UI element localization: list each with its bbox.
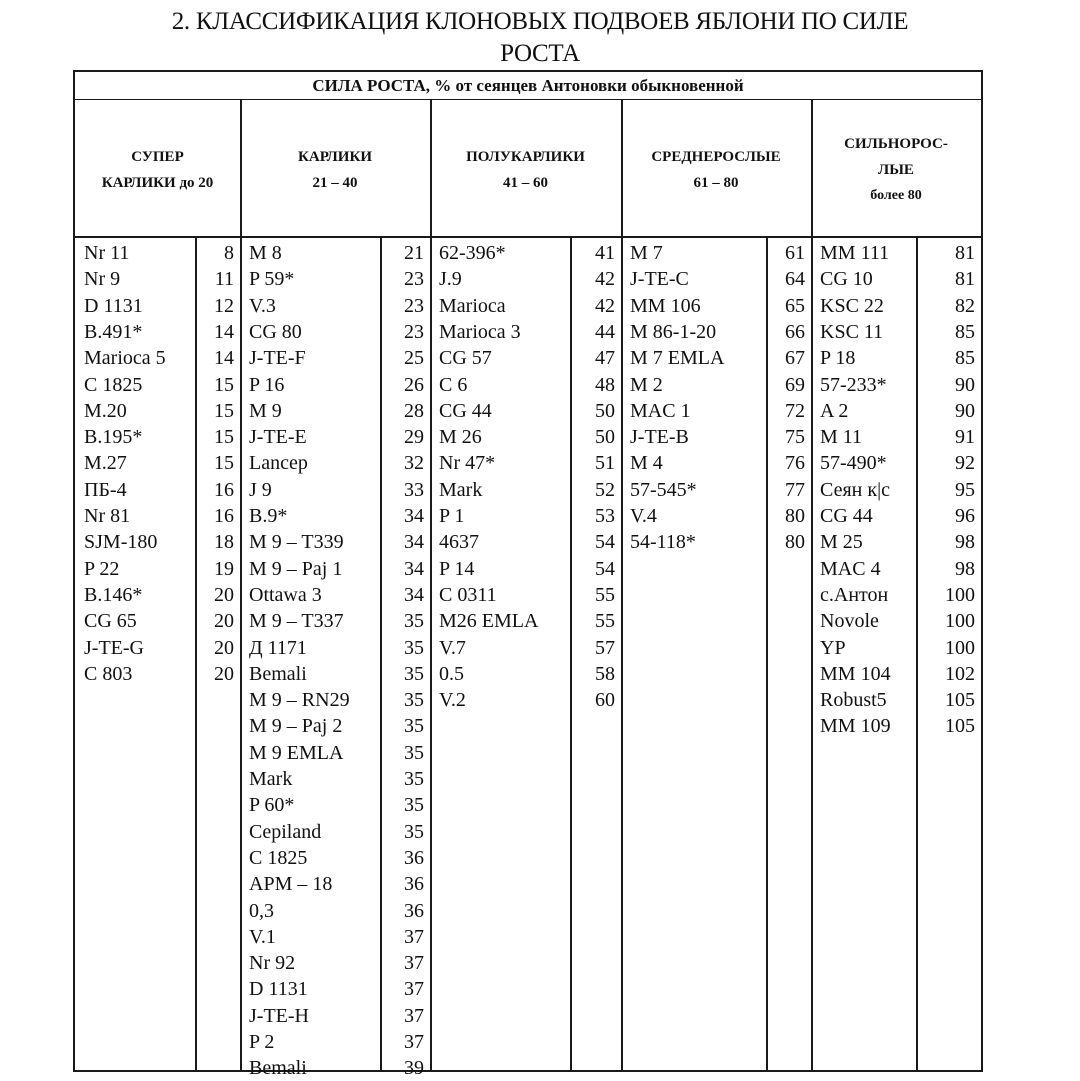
rootstock-name: Cepiland [249, 820, 322, 843]
growth-vigor-value: 42 [595, 268, 615, 291]
rootstock-name: M 7 EMLA [630, 347, 725, 370]
growth-vigor-value: 16 [214, 505, 234, 527]
growth-vigor-value: 85 [955, 320, 975, 343]
group-divider [240, 100, 242, 1072]
rootstock-name: Bemali [249, 1057, 307, 1080]
rootstock-name: M 7 [630, 242, 663, 264]
growth-vigor-value: 35 [404, 662, 424, 685]
growth-vigor-value: 35 [404, 610, 424, 633]
rootstock-name: M 25 [820, 531, 863, 554]
rootstock-name: B.9* [249, 505, 288, 527]
rootstock-name: V.3 [249, 294, 276, 317]
growth-vigor-value: 15 [214, 373, 234, 396]
rootstock-name: Nr 81 [84, 505, 131, 527]
category-header [430, 102, 621, 238]
growth-vigor-value: 81 [955, 242, 975, 264]
rootstock-name: J-TE-B [630, 426, 689, 449]
growth-vigor-value: 75 [785, 426, 805, 449]
growth-vigor-value: 20 [214, 636, 234, 659]
rootstock-name: 0,3 [249, 899, 274, 922]
rootstock-name: Ottawa 3 [249, 583, 322, 606]
growth-vigor-value: 15 [214, 452, 234, 475]
rootstock-name: B.491* [84, 320, 143, 343]
category-header [75, 102, 240, 238]
category-header [240, 102, 430, 238]
rootstock-name: P 18 [820, 347, 856, 370]
growth-vigor-value: 42 [595, 294, 615, 317]
growth-vigor-value: 98 [955, 557, 975, 580]
category-header-line2: КАРЛИКИ до 20 [101, 175, 214, 191]
rootstock-name: 62-396* [439, 242, 506, 264]
growth-vigor-value: 8 [224, 242, 234, 264]
growth-vigor-value: 33 [404, 478, 424, 501]
growth-vigor-value: 34 [404, 583, 424, 606]
growth-vigor-value: 80 [785, 505, 805, 527]
rootstock-name: V.4 [630, 505, 657, 527]
rootstock-name: MM 106 [630, 294, 701, 317]
rootstock-name: CG 65 [84, 610, 137, 633]
value-divider [570, 236, 572, 1072]
rootstock-name: J.9 [439, 268, 462, 291]
category-header-line1: КАРЛИКИ [297, 149, 372, 165]
rootstock-name: MAC 4 [820, 557, 881, 580]
growth-vigor-value: 61 [785, 242, 805, 264]
rootstock-name: D 1131 [249, 978, 308, 1001]
growth-vigor-value: 67 [785, 347, 805, 370]
rootstock-name: A 2 [820, 399, 849, 422]
rootstock-name: M 9 – Paj 1 [249, 557, 343, 580]
growth-vigor-value: 76 [785, 452, 805, 475]
growth-vigor-value: 54 [595, 531, 615, 554]
rootstock-name: J-TE-H [249, 1004, 309, 1027]
growth-vigor-value: 52 [595, 478, 615, 501]
rootstock-name: V.2 [439, 689, 466, 712]
rootstock-name: D 1131 [84, 294, 143, 317]
rootstock-name: MM 109 [820, 715, 891, 738]
rootstock-name: J-TE-G [84, 636, 144, 659]
rootstock-name: C 0311 [439, 583, 497, 606]
rootstock-name: 4637 [439, 531, 479, 554]
title-line-1: 2. КЛАССИФИКАЦИЯ КЛОНОВЫХ ПОДВОЕВ ЯБЛОНИ ПО СИЛЕ [171, 8, 909, 35]
rootstock-name: M 9 EMLA [249, 741, 344, 764]
rootstock-name: Marioca 5 [84, 347, 166, 370]
rootstock-name: M26 EMLA [439, 610, 539, 633]
growth-vigor-value: 54 [595, 557, 615, 580]
group-divider [430, 100, 432, 1072]
rootstock-name: P 22 [84, 557, 120, 580]
rootstock-name: APM – 18 [249, 873, 333, 896]
growth-vigor-value: 57 [595, 636, 615, 659]
category-header-line2: 61 – 80 [693, 175, 739, 191]
page-title [0, 6, 1080, 70]
growth-vigor-value: 58 [595, 662, 615, 685]
growth-vigor-value: 91 [955, 426, 975, 449]
growth-vigor-value: 81 [955, 268, 975, 291]
growth-vigor-value: 35 [404, 689, 424, 712]
growth-vigor-value: 41 [595, 242, 615, 264]
rootstock-name: KSC 22 [820, 294, 884, 317]
rootstock-name: Marioca [439, 294, 506, 317]
group-divider [621, 100, 623, 1072]
rootstock-name: J-TE-C [630, 268, 689, 291]
growth-vigor-value: 64 [785, 268, 805, 291]
growth-vigor-value: 50 [595, 399, 615, 422]
rootstock-name: CG 44 [439, 399, 492, 422]
rootstock-name: J-TE-F [249, 347, 306, 370]
category-header-line1: СУПЕР [131, 149, 184, 165]
growth-vigor-value: 19 [214, 557, 234, 580]
rootstock-name: Marioca 3 [439, 320, 521, 343]
classification-table [73, 70, 983, 1080]
rootstock-name: YP [820, 636, 846, 659]
rootstock-name: CG 57 [439, 347, 492, 370]
rootstock-name: MM 111 [820, 242, 890, 264]
growth-vigor-value: 14 [214, 347, 234, 370]
rootstock-name: M 86-1-20 [630, 320, 717, 343]
growth-vigor-value: 20 [214, 610, 234, 633]
rootstock-name: Сеян к|с [820, 478, 890, 501]
rootstock-name: Mark [439, 478, 483, 501]
growth-vigor-value: 90 [955, 399, 975, 422]
growth-vigor-value: 36 [404, 846, 424, 869]
growth-vigor-value: 36 [404, 899, 424, 922]
rootstock-name: Nr 11 [84, 242, 130, 264]
category-header-line1: ПОЛУКАРЛИКИ [466, 149, 585, 165]
rootstock-name: M.27 [84, 452, 127, 475]
rootstock-name: M 26 [439, 426, 482, 449]
growth-vigor-value: 72 [785, 399, 805, 422]
rootstock-name: P 14 [439, 557, 475, 580]
rootstock-name: Nr 92 [249, 952, 296, 975]
rootstock-name: J-TE-E [249, 426, 307, 449]
growth-vigor-value: 96 [955, 505, 975, 527]
growth-vigor-value: 29 [404, 426, 424, 449]
growth-vigor-value: 35 [404, 741, 424, 764]
rootstock-name: 0.5 [439, 662, 464, 685]
rootstock-name: P 16 [249, 373, 285, 396]
growth-vigor-value: 34 [404, 531, 424, 554]
growth-vigor-value: 16 [214, 478, 234, 501]
growth-vigor-value: 98 [955, 531, 975, 554]
growth-vigor-value: 55 [595, 583, 615, 606]
rootstock-name: V.1 [249, 925, 276, 948]
rootstock-name: P 59* [249, 268, 295, 291]
growth-vigor-value: 21 [404, 242, 424, 264]
rootstock-name: P 60* [249, 794, 295, 817]
value-divider [195, 236, 197, 1072]
growth-vigor-value: 65 [785, 294, 805, 317]
growth-vigor-value: 37 [404, 952, 424, 975]
rootstock-name: ПБ-4 [84, 478, 127, 501]
rootstock-name: C 6 [439, 373, 468, 396]
growth-vigor-value: 37 [404, 978, 424, 1001]
growth-vigor-value: 26 [404, 373, 424, 396]
growth-vigor-value: 23 [404, 294, 424, 317]
category-header-line2: 41 – 60 [503, 175, 548, 191]
rootstock-name: C 803 [84, 662, 133, 685]
rootstock-name: Bemali [249, 662, 307, 685]
growth-vigor-value: 34 [404, 505, 424, 527]
growth-vigor-value: 95 [955, 478, 975, 501]
growth-vigor-value: 55 [595, 610, 615, 633]
growth-vigor-value: 35 [404, 820, 424, 843]
growth-vigor-value: 60 [595, 689, 615, 712]
rootstock-name: 54-118* [630, 531, 696, 554]
growth-vigor-value: 18 [214, 531, 234, 554]
growth-vigor-value: 37 [404, 925, 424, 948]
rootstock-name: 57-545* [630, 478, 697, 501]
growth-vigor-value: 105 [945, 715, 975, 738]
growth-vigor-value: 100 [945, 583, 975, 606]
rootstock-name: SJM-180 [84, 531, 158, 554]
rootstock-name: M 8 [249, 242, 282, 264]
growth-vigor-value: 36 [404, 873, 424, 896]
growth-vigor-value: 92 [955, 452, 975, 475]
value-divider [916, 236, 918, 1072]
category-header-line2: ЛЫЕ [878, 162, 914, 178]
rootstock-name: 57-233* [820, 373, 887, 396]
rootstock-name: V.7 [439, 636, 466, 659]
growth-vigor-value: 66 [785, 320, 805, 343]
growth-vigor-value: 35 [404, 794, 424, 817]
growth-vigor-value: 48 [595, 373, 615, 396]
rootstock-name: M 9 – RN29 [249, 689, 350, 712]
growth-vigor-value: 105 [945, 689, 975, 712]
growth-vigor-value: 12 [214, 294, 234, 317]
rootstock-name: CG 44 [820, 505, 873, 527]
category-header-line2: 21 – 40 [312, 175, 358, 191]
growth-vigor-value: 90 [955, 373, 975, 396]
rootstock-name: CG 80 [249, 320, 302, 343]
rootstock-name: Novole [820, 610, 879, 633]
rootstock-name: Mark [249, 768, 293, 790]
growth-vigor-value: 82 [955, 294, 975, 317]
growth-vigor-value: 85 [955, 347, 975, 370]
rootstock-name: M 11 [820, 426, 863, 449]
rootstock-name: Lancep [249, 452, 308, 475]
rootstock-name: Д 1171 [249, 636, 307, 659]
rootstock-name: M 2 [630, 373, 663, 396]
growth-vigor-value: 77 [785, 478, 805, 501]
growth-vigor-value: 15 [214, 399, 234, 422]
growth-vigor-value: 80 [785, 531, 805, 554]
growth-vigor-value: 50 [595, 426, 615, 449]
growth-vigor-value: 14 [214, 320, 234, 343]
rootstock-name: CG 10 [820, 268, 873, 291]
table-header-band: СИЛА РОСТА, % от сеянцев Антоновки обыкновенной [75, 72, 981, 100]
growth-vigor-value: 51 [595, 452, 615, 475]
rootstock-name: M.20 [84, 399, 127, 422]
growth-vigor-value: 37 [404, 1004, 424, 1027]
growth-vigor-value: 53 [595, 505, 615, 527]
growth-vigor-value: 15 [214, 426, 234, 449]
value-divider [766, 236, 768, 1072]
growth-vigor-value: 20 [214, 583, 234, 606]
rootstock-name: с.Антон [820, 583, 889, 606]
growth-vigor-value: 11 [214, 268, 234, 291]
growth-vigor-value: 102 [945, 662, 975, 685]
category-header [811, 102, 981, 238]
rootstock-name: M 9 – T339 [249, 531, 344, 554]
rootstock-name: M 4 [630, 452, 663, 475]
growth-vigor-value: 44 [595, 320, 615, 343]
rootstock-name: MM 104 [820, 662, 891, 685]
growth-vigor-value: 37 [404, 1031, 424, 1053]
growth-vigor-value: 35 [404, 636, 424, 659]
rootstock-name: J 9 [249, 478, 272, 501]
growth-vigor-value: 35 [404, 768, 424, 790]
rootstock-name: M 9 [249, 399, 282, 422]
growth-vigor-value: 28 [404, 399, 424, 422]
category-header-line1: СРЕДНЕРОСЛЫЕ [651, 149, 781, 165]
title-line-2: РОСТА [500, 40, 580, 67]
rootstock-name: P 2 [249, 1031, 275, 1053]
growth-vigor-value: 47 [595, 347, 615, 370]
rootstock-name: Nr 47* [439, 452, 496, 475]
rootstock-name: M 9 – Paj 2 [249, 715, 343, 738]
category-header-line1: СИЛЬНОРОС- [844, 136, 948, 152]
growth-vigor-value: 25 [404, 347, 424, 370]
growth-vigor-value: 23 [404, 320, 424, 343]
rootstock-name: Robust5 [820, 689, 887, 712]
rootstock-name: KSC 11 [820, 320, 884, 343]
rootstock-name: M 9 – T337 [249, 610, 344, 633]
rootstock-name: MAC 1 [630, 399, 691, 422]
growth-vigor-value: 35 [404, 715, 424, 738]
growth-vigor-value: 100 [945, 636, 975, 659]
growth-vigor-value: 20 [214, 662, 234, 685]
rootstock-name: P 1 [439, 505, 465, 527]
rootstock-name: B.146* [84, 583, 143, 606]
rootstock-name: Nr 9 [84, 268, 121, 291]
growth-vigor-value: 69 [785, 373, 805, 396]
growth-vigor-value: 23 [404, 268, 424, 291]
growth-vigor-value: 100 [945, 610, 975, 633]
group-divider [811, 100, 813, 1072]
rootstock-name: B.195* [84, 426, 143, 449]
category-header [621, 102, 811, 238]
growth-vigor-value: 34 [404, 557, 424, 580]
category-header-line3: более 80 [870, 188, 922, 203]
growth-vigor-value: 39 [404, 1057, 424, 1080]
value-divider [380, 236, 382, 1072]
growth-vigor-value: 32 [404, 452, 424, 475]
rootstock-name: 57-490* [820, 452, 887, 475]
rootstock-name: C 1825 [249, 846, 308, 869]
rootstock-name: C 1825 [84, 373, 143, 396]
